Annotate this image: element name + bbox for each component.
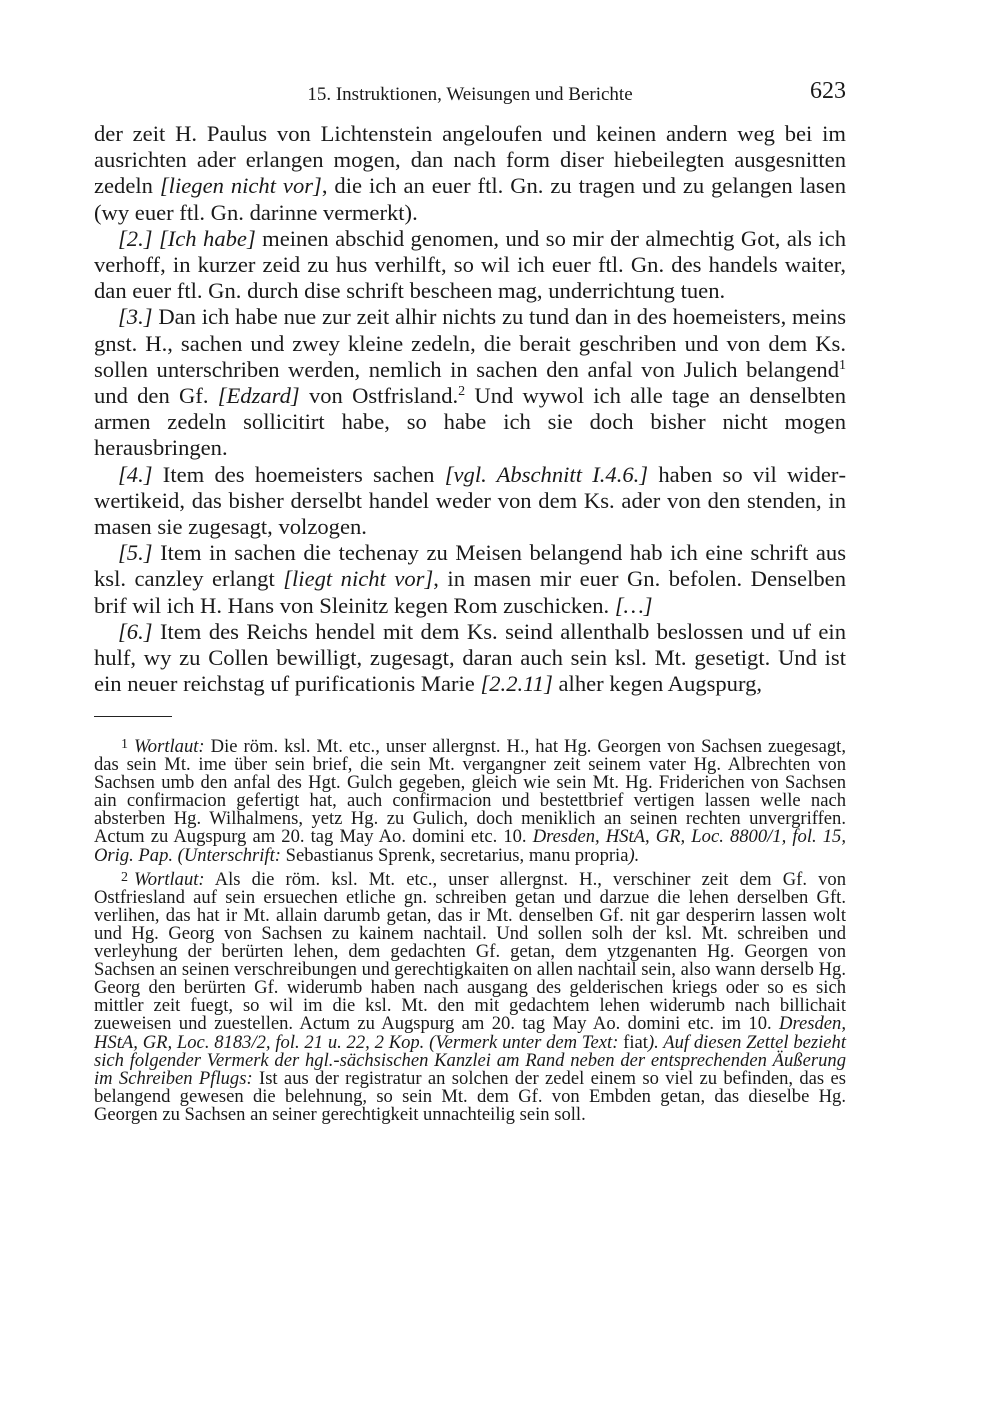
italic-text: [2.2.11] bbox=[480, 671, 553, 697]
italic-text: [liegt nicht vor] bbox=[283, 566, 434, 592]
italic-text: [vgl. Abschnitt I.4.6.] bbox=[444, 461, 649, 487]
italic-text: Dresden, HStA, GR, Loc. 8183/2, fol. 21 u. 22, 2 Kop. (Vermerk unter dem Text: bbox=[94, 1013, 846, 1053]
text-run: Als die röm. ksl. Mt. etc., unser allergnst. H., verschiner zeit dem Gf. von Ostfriesland auf sein ersuechen etliche gn. schreiben getan und darzue die lehen derselben Gft. verlihen, das hat ir Mt. allain darumb getan, das ir Mt. denselben Gf. nit gar desperirn lassen wolt und Hg. Georg von Sachsen zu kainem nachtail. Und sollen solh der ksl. Mt. schreiben und verleyhung der berürten lehen, dem gedachten Gf. getan, dem ytzgenanten Hg. Georgen von Sachsen an seinen verschreibungen und gerechtigkaiten on allen nachtail sein, also wann derselb Hg. Georg den berürten Gf. widerumb haben nach ausgang des gelderischen kriegs oder so es sich mittler zeit fuegt, so wil im die ksl. Mt. den mit gedachtem lehen widerumb nach billichait zueweisen und zuestellen. Actum zu Augspurg am 20. tag May Ao. domini etc. im 10. bbox=[94, 868, 846, 1035]
text-run: Item des hoemeisters sachen bbox=[152, 461, 445, 487]
italic-text: Dresden, HStA, GR, Loc. 8800/1, fol. 15, Orig. Pap. (Unterschrift: bbox=[94, 826, 846, 866]
paragraph bbox=[94, 304, 846, 461]
text-run: Sebastianus Sprenk, secretarius, manu propria bbox=[280, 844, 629, 866]
paragraph bbox=[94, 462, 846, 541]
footnote-number: 1 bbox=[121, 737, 128, 752]
italic-text: [5.] bbox=[118, 540, 153, 566]
footnote-reference: 1 bbox=[839, 357, 846, 373]
italic-text: […] bbox=[614, 592, 653, 618]
italic-text: [6.] bbox=[118, 618, 153, 644]
italic-text: [3.] bbox=[118, 304, 153, 330]
running-title: 15. Instruktionen, Weisungen und Berichte bbox=[307, 84, 633, 105]
italic-text: [4.] bbox=[118, 461, 153, 487]
text-run: Dan ich habe nue zur zeit alhir nichts zu tund dan in des hoemeisters, meins gnst. H., sachen und zwey kleine zedeln, die berait geschriben und von dem Ks. sollen unterschriben werden, nemlich in sachen den anfal von Julich belangend bbox=[94, 304, 846, 382]
text-run: fiat bbox=[618, 1031, 648, 1053]
italic-text: [Edzard] bbox=[217, 383, 300, 409]
footnote bbox=[94, 869, 846, 1124]
text-run: Die röm. ksl. Mt. etc., unser allergnst. H., hat Hg. Georgen von Sachsen zuegesagt, das sein Mt. ime über sein brief, die sein Mt. vergangner zeit seinem vater Hg. Albrechten von Sachsen umb den anfal des Hgt. Gulch gegeben, gleich wie sein Mt. Hg. Friderichen von Sachsen ain confirmacion gefertigt hat, auch confirmacion und bestettbrief vertigen lassen welle nach absterben Hg. Wilhalmens, yetz Hg. zu Gulich, doch meniklich an seinen rechten unvergriffen. Actum zu Augspurg am 20. tag May Ao. domini etc. 10. bbox=[94, 736, 846, 848]
italic-text: ). Auf diesen Zettel bezieht sich folgender Vermerk der hgl.-sächsischen Kanzlei am Rand neben der entsprechenden Äußerung im Schreiben Pflugs: bbox=[94, 1031, 846, 1089]
italic-text: [2.] [Ich habe] bbox=[118, 225, 256, 251]
page-number: 623 bbox=[810, 78, 846, 104]
footnote-reference: 2 bbox=[458, 384, 466, 400]
footnotes bbox=[94, 736, 846, 1124]
text-run: Item des Reichs hendel mit dem Ks. seind allenthalb beslossen und uf ein hulf, wy zu Collen bewilligt, zugesagt, daran auch sein ksl. Mt. gesetigt. Und ist ein neuer reichstag uf purificationis Marie bbox=[94, 618, 846, 697]
footnote-number: 2 bbox=[121, 869, 128, 885]
footnote-separator bbox=[94, 716, 172, 717]
paragraph bbox=[94, 121, 846, 226]
text-run: , in masen mir euer Gn. befolen. Denselben brif wil ich H. Hans von Sleinitz kegen Rom zuschicken. bbox=[94, 566, 846, 618]
text-run: haben so vil widerwertikeid, das bisher derselbt handel weder von dem Ks. ader von den stenden, in masen sie zugesagt, volzogen. bbox=[94, 461, 846, 540]
paragraph bbox=[94, 619, 846, 698]
text-run: , die ich an euer ftl. Gn. zu tragen und zu gelangen lasen (wy euer ftl. Gn. darinne vermerkt). bbox=[94, 173, 846, 225]
text-run: Item in sachen die techenay zu Meisen belangend hab ich eine schrift aus ksl. canzley erlangt bbox=[94, 540, 846, 592]
text-run: Ist aus der registratur an solchen der zedel einem so viel zu befinden, das es belangend gewesen die belehnung, so sein Mt. dem Gf. von Embden getan, das dieselbe Hg. Georgen zu Sachsen an seiner gerechtigkeit unnachteilig sein soll. bbox=[94, 1067, 847, 1125]
italic-text: Wortlaut: bbox=[134, 736, 205, 757]
text-run: Und wywol ich alle tage an denselbten armen zedeln sollicitirt habe, so habe ich sie doch bisher nicht mogen herausbringen. bbox=[94, 383, 846, 461]
italic-text: [liegen nicht vor] bbox=[159, 173, 322, 199]
text-run: alher kegen Augspurg, bbox=[552, 671, 763, 697]
text-run: der zeit H. Paulus von Lichtenstein angeloufen und keinen andern weg bei im ausrichten ader erlangen mogen, dan nach form diser hiebeilegten ausgesnitten zedeln bbox=[94, 121, 846, 199]
main-text bbox=[94, 121, 846, 697]
italic-text: ). bbox=[628, 844, 640, 866]
footnote bbox=[94, 736, 846, 865]
paragraph bbox=[94, 226, 846, 305]
text-run: von Ostfrisland. bbox=[299, 383, 459, 409]
text-run: meinen abschid genomen, und so mir der almechtig Got, als ich verhoff, in kurzer zeid zu hus verhilft, so wil ich euer ftl. Gn. des handels waiter, dan euer ftl. Gn. durch dise schrift bescheen mag, underrichtung tuen. bbox=[94, 225, 846, 304]
italic-text: Wortlaut: bbox=[134, 868, 205, 890]
page-header bbox=[94, 76, 846, 110]
text-run: und den Gf. bbox=[94, 383, 218, 409]
paragraph bbox=[94, 540, 846, 619]
